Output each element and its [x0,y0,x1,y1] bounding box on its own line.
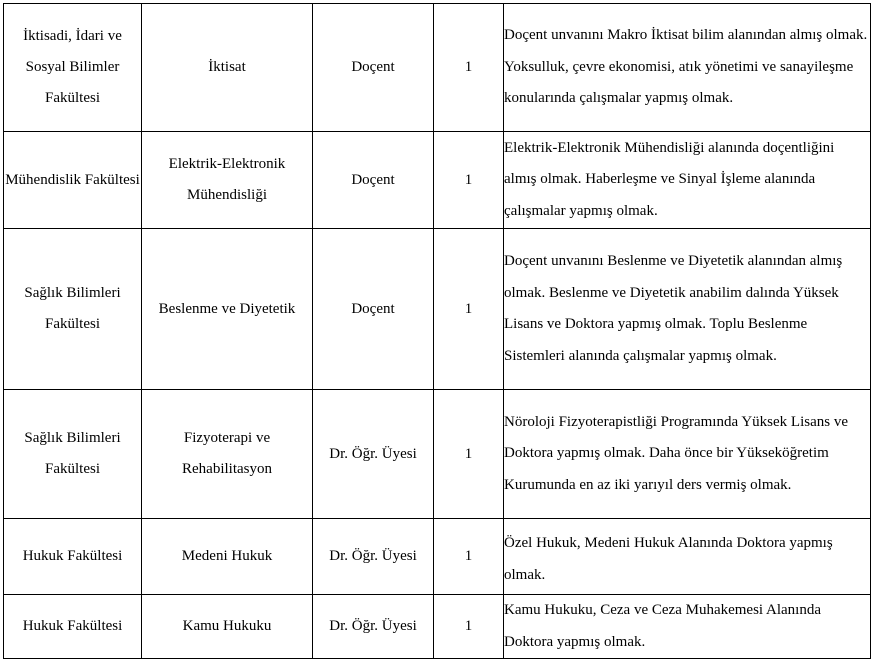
table-row [4,229,871,390]
title-cell: Dr. Öğr. Üyesi [313,390,434,519]
count-cell: 1 [434,229,504,390]
count-cell: 1 [434,390,504,519]
count-cell: 1 [434,519,504,595]
table-row [4,4,871,132]
department-cell: Elektrik-Elektronik Mühendisliği [142,132,313,229]
faculty-cell: Sağlık Bilimleri Fakültesi [4,229,142,390]
requirement-cell: Nöroloji Fizyoterapistliği Programında Yüksek Lisans ve Doktora yapmış olmak. Daha önce bir Yükseköğretim Kurumunda en az iki yarıyıl ders vermiş olmak. [504,390,871,519]
department-cell: İktisat [142,4,313,132]
department-cell: Kamu Hukuku [142,595,313,659]
table-row [4,519,871,595]
count-cell: 1 [434,4,504,132]
requirement-cell: Kamu Hukuku, Ceza ve Ceza Muhakemesi Alanında Doktora yapmış olmak. [504,595,871,659]
requirement-cell: Elektrik-Elektronik Mühendisliği alanında doçentliğini almış olmak. Haberleşme ve Sinyal İşleme alanında çalışmalar yapmış olmak. [504,132,871,229]
department-cell: Beslenme ve Diyetetik [142,229,313,390]
requirement-cell: Doçent unvanını Beslenme ve Diyetetik alanından almış olmak. Beslenme ve Diyetetik anabilim dalında Yüksek Lisans ve Doktora yapmış olmak. Toplu Beslenme Sistemleri alanında çalışmalar yapmış olmak. [504,229,871,390]
title-cell: Dr. Öğr. Üyesi [313,519,434,595]
requirement-cell: Doçent unvanını Makro İktisat bilim alanından almış olmak. Yoksulluk, çevre ekonomisi, atık yönetimi ve sanayileşme konularında çalışmalar yapmış olmak. [504,4,871,132]
requirement-cell: Özel Hukuk, Medeni Hukuk Alanında Doktora yapmış olmak. [504,519,871,595]
title-cell: Dr. Öğr. Üyesi [313,595,434,659]
department-cell: Medeni Hukuk [142,519,313,595]
position-table [3,3,871,659]
faculty-cell: İktisadi, İdari ve Sosyal Bilimler Fakültesi [4,4,142,132]
title-cell: Doçent [313,229,434,390]
count-cell: 1 [434,595,504,659]
table-row [4,132,871,229]
title-cell: Doçent [313,4,434,132]
count-cell: 1 [434,132,504,229]
table-row [4,595,871,659]
title-cell: Doçent [313,132,434,229]
faculty-cell: Hukuk Fakültesi [4,519,142,595]
faculty-cell: Hukuk Fakültesi [4,595,142,659]
faculty-cell: Mühendislik Fakültesi [4,132,142,229]
faculty-cell: Sağlık Bilimleri Fakültesi [4,390,142,519]
department-cell: Fizyoterapi ve Rehabilitasyon [142,390,313,519]
table-row [4,390,871,519]
